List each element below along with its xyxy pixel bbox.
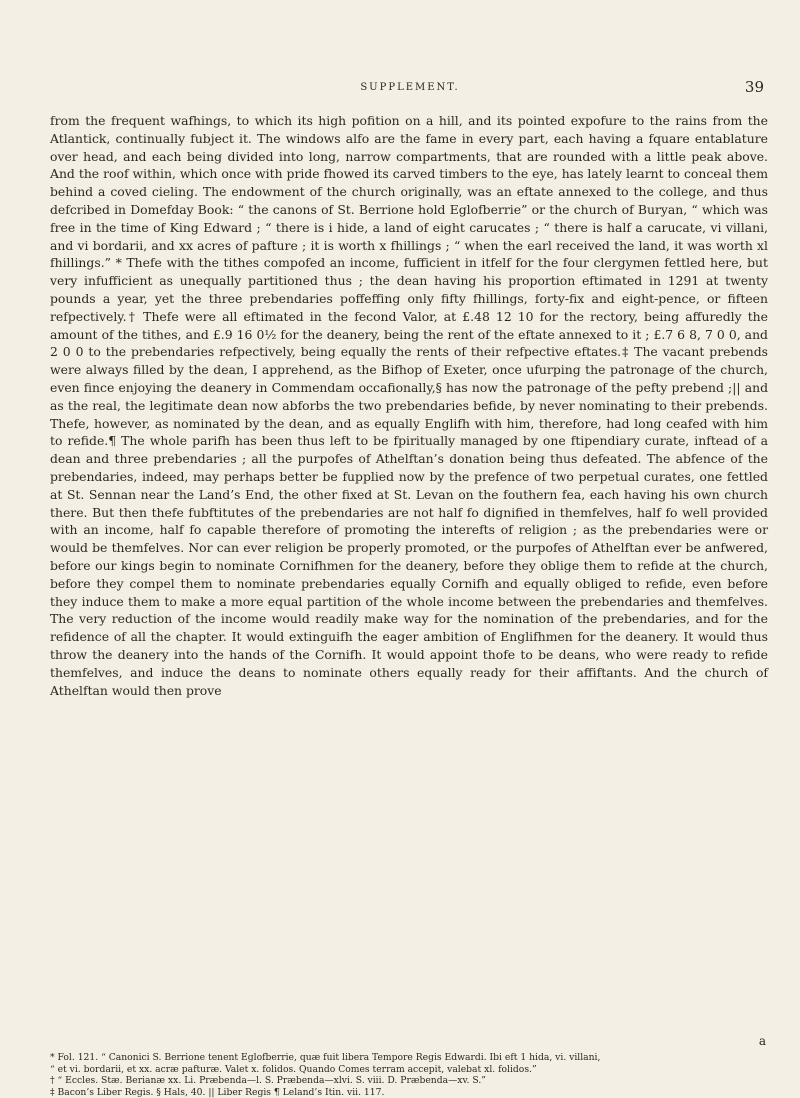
catchword: a bbox=[758, 1034, 766, 1048]
footnote-line: ‡ Bacon’s Liber Regis. § Hals, 40. || Liber Regis ¶ Leland’s Itin. vii. 117. bbox=[50, 1086, 385, 1098]
page-number: 39 bbox=[744, 78, 764, 96]
body-text bbox=[50, 112, 768, 699]
body-paragraph: from the frequent wafhings, to which its high pofition on a hill, and its pointed expofure to the rains from the Atlantick, continually fubject it. The windows alfo are the fame in every part, each having a fquare entablature over head, and each being divided into long, narrow compartments, that are rounded with a little peak above. And the roof within, which once with pride fhowed its carved timbers to the eye, has lately learnt to conceal them behind a coved cieling. The endowment of the church originally, was an eftate annexed to the college, and thus defcribed in Domefday Book: “ the canons of St. Berrione hold Eglofberrie” or the church of Buryan, “ which was free in the time of King Edward ; “ there is i hide, a land of eight carucates ; “ there is half a carucate, vi villani, and vi bordarii, and xx acres of pafture ; it is worth x fhillings ; “ when the earl received the land, it was worth xl fhillings.” * Thefe with the tithes compofed an income, fufficient in itfelf for the four clergymen fettled here, but very infufficient as unequally partitioned thus ; the dean having his proportion eftimated in 1291 at twenty pounds a year, yet the three prebendaries poffeffing only fifty fhillings, forty-fix and eight-pence, or fifteen refpectively.† Thefe were all eftimated in the fecond Valor, at £.48 12 10 for the rectory, being affuredly the amount of the tithes, and £.9 16 0½ for the deanery, being the rent of the eftate annexed to it ; £.7 6 8, 7 0 0, and 2 0 0 to the prebendaries refpectively, being equally the rents of their refpective eftates.‡ The vacant prebends were always filled by the dean, I apprehend, as the Bifhop of Exeter, once ufurping the patronage of the church, even fince enjoying the deanery in Commendam occafionally,§ has now the patronage of the pefty prebend ;|| and as the real, the legitimate dean now abforbs the two prebendaries befide, by never nominating to their prebends. Thefe, however, as nominated by the dean, and as equally Englifh with him, therefore, had long ceafed with him to refide.¶ The whole parifh has been thus left to be fpiritually managed by one ftipendiary curate, inftead of a dean and three prebendaries ; all the purpofes of Athelftan’s donation being thus defeated. The abfence of the prebendaries, indeed, may perhaps better be fupplied now by the prefence of two perpetual curates, one fettled at St. Sennan near the Land’s End, the other fixed at St. Levan on the fouthern fea, each having his own church there. But then thefe fubftitutes of the prebendaries are not half fo dignified in themfelves, half fo well provided with an income, half fo capable therefore of promoting the interefts of religion ; as the prebendaries were or would be themfelves. Nor can ever religion be properly promoted, or the purpofes of Athelftan ever be anfwered, before our kings begin to nominate Cornifhmen for the deanery, before they oblige them to refide at the church, before they compel them to nominate prebendaries equally Cornifh and equally obliged to refide, even before they induce them to make a more equal partition of the whole income between the prebendaries and themfelves. The very reduction of the income would readily make way for the nomination of the prebendaries, and for the refidence of all the chapter. It would extinguifh the eager ambition of Englifhmen for the deanery. It would thus throw the deanery into the hands of the Cornifh. It would appoint thofe to be deans, who were ready to refide themfelves, and induce the deans to nominate others equally ready for their affiftants. And the church of Athelftan would then prove bbox=[50, 113, 768, 698]
footnote-line: * Fol. 121. “ Canonici S. Berrione tenent Eglofberrie, quæ fuit libera Tempore Regis Edwardi. Ibi eft 1 hida, vi. villani, bbox=[50, 1052, 601, 1063]
footnotes bbox=[50, 1052, 768, 1098]
footnote-line: “ et vi. bordarii, et xx. acræ pafturæ. Valet x. folidos. Quando Comes terram accepit, valebat xl. folidos.” bbox=[50, 1063, 537, 1075]
running-head bbox=[50, 78, 770, 100]
running-title: SUPPLEMENT. bbox=[360, 82, 460, 93]
footnote-line: † “ Eccles. Stæ. Berianæ xx. Li. Præbenda—l. S. Præbenda—xlvi. S. viii. D. Præbenda—xv. S.” bbox=[50, 1075, 486, 1087]
